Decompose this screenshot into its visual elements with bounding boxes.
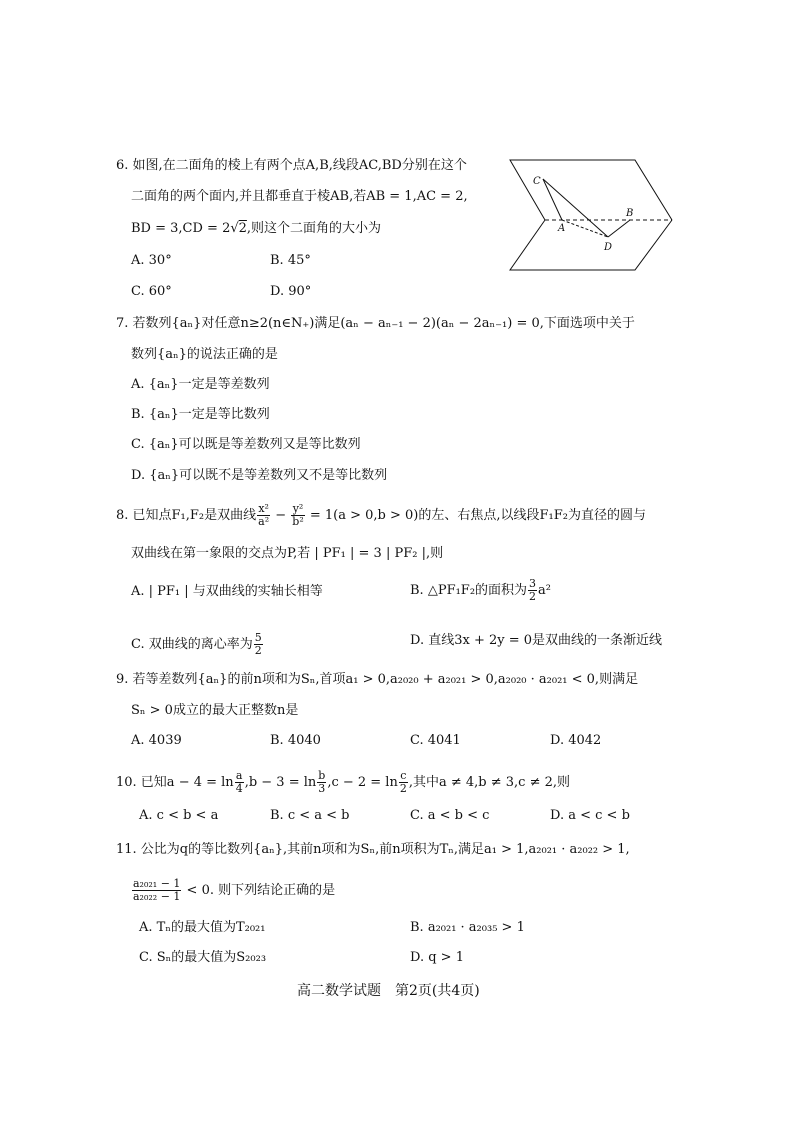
q9-stem-line1: 9. 若等差数列{aₙ}的前n项和为Sₙ,首项a₁ > 0,a₂₀₂₀ + a₂₀₂₁ > 0,a₂₀₂₀ · a₂₀₂₁ < 0,则满足 <box>116 672 639 687</box>
q11-frac-num: a₂₀₂₁ − 1 <box>133 877 181 890</box>
q6-stem-line3 <box>131 220 381 238</box>
q6-option-c: C. 60° <box>131 284 172 299</box>
q11-frac <box>132 878 181 903</box>
q10-mid2: ,c − 2 = ln <box>327 775 398 790</box>
label-b: B <box>626 208 634 219</box>
q8-frac-y-den: b² <box>292 515 304 528</box>
q6-stem-line2: 二面角的两个面内,并且都垂直于棱AB,若AB = 1,AC = 2, <box>131 189 468 204</box>
q10-option-a: A. c < b < a <box>139 808 219 823</box>
q8-frac-x <box>257 503 270 528</box>
q7-option-b: B. {aₙ}一定是等比数列 <box>131 407 270 422</box>
q8-option-c-den: 2 <box>254 644 262 657</box>
q11-option-c: C. Sₙ的最大值为S₂₀₂₃ <box>139 950 267 965</box>
q10-stem-line1 <box>116 770 570 795</box>
q10-frac-a-num: a <box>235 769 243 782</box>
segment-ca <box>543 179 562 220</box>
q8-option-b-pre: B. △PF₁F₂的面积为 <box>410 583 528 598</box>
q11-frac-den: a₂₀₂₂ − 1 <box>133 890 181 903</box>
q8-option-a: A. | PF₁ | 与双曲线的实轴长相等 <box>131 584 323 599</box>
q6-stem-line3a: BD = 3,CD = 2 <box>131 221 231 236</box>
q10-option-d: D. a < c < b <box>550 808 630 823</box>
q7-stem-line1: 7. 若数列{aₙ}对任意n≥2(n∈N₊)满足(aₙ − aₙ₋₁ − 2)(aₙ − 2aₙ₋₁) = 0,下面选项中关于 <box>116 316 635 331</box>
q8-minus: − <box>271 508 291 523</box>
segment-ad <box>562 220 608 237</box>
lower-plane <box>510 220 672 270</box>
q11-option-a: A. Tₙ的最大值为T₂₀₂₁ <box>139 920 266 935</box>
q8-frac-x-num: x² <box>258 502 269 515</box>
q10-frac-b-den: 3 <box>318 782 326 795</box>
upper-plane <box>510 160 672 220</box>
q6-stem-line3c: ,则这个二面角的大小为 <box>246 221 382 236</box>
q7-stem-line2: 数列{aₙ}的说法正确的是 <box>131 347 278 362</box>
q6-option-b: B. 45° <box>270 253 311 268</box>
q8-frac-y <box>291 503 304 528</box>
q11-stem-line1: 11. 公比为q的等比数列{aₙ},其前n项和为Sₙ,前n项积为Tₙ,满足a₁ > 1,a₂₀₂₁ · a₂₀₂₂ > 1, <box>116 842 630 857</box>
label-c: C <box>533 176 541 187</box>
q7-option-d: D. {aₙ}可以既不是等差数列又不是等比数列 <box>131 468 388 483</box>
q8-option-b-post: a² <box>538 583 551 598</box>
q10-pre: 10. 已知a − 4 = ln <box>116 775 234 790</box>
q9-option-c: C. 4041 <box>410 733 461 748</box>
q8-stem-line1 <box>116 503 646 528</box>
sqrt-symbol: √ <box>230 221 239 236</box>
q9-stem-line2: Sₙ > 0成立的最大正整数n是 <box>131 703 299 718</box>
q8-option-b <box>410 578 551 603</box>
q11-line2-post: < 0. 则下列结论正确的是 <box>182 883 336 898</box>
dihedral-angle-figure <box>500 152 690 277</box>
q10-frac-b-num: b <box>318 769 326 782</box>
q8-frac-x-den: a² <box>258 515 270 528</box>
q10-frac-c <box>399 770 408 795</box>
segment-bd <box>608 220 630 237</box>
q7-option-c: C. {aₙ}可以既是等差数列又是等比数列 <box>131 437 361 452</box>
q6-stem-line1: 6. 如图,在二面角的棱上有两个点A,B,线段AC,BD分别在这个 <box>116 158 467 173</box>
q9-option-b: B. 4040 <box>270 733 321 748</box>
q8-option-b-den: 2 <box>529 590 537 603</box>
q9-option-d: D. 4042 <box>550 733 602 748</box>
label-a: A <box>558 223 566 234</box>
page-footer: 高二数学试题 第2页(共4页) <box>297 983 480 999</box>
q10-option-b: B. c < a < b <box>270 808 350 823</box>
q6-option-a: A. 30° <box>131 253 172 268</box>
q7-option-a: A. {aₙ}一定是等差数列 <box>131 377 270 392</box>
q8-option-b-num: 3 <box>529 577 537 590</box>
q8-option-c-frac <box>254 632 263 657</box>
q10-post: ,其中a ≠ 4,b ≠ 3,c ≠ 2,则 <box>408 775 571 790</box>
q8-option-c-num: 5 <box>254 631 262 644</box>
q10-frac-c-num: c <box>400 769 407 782</box>
q11-option-b: B. a₂₀₂₁ · a₂₀₃₅ > 1 <box>410 920 525 935</box>
q10-frac-a <box>235 770 244 795</box>
q10-frac-b <box>317 770 326 795</box>
q8-option-d: D. 直线3x + 2y = 0是双曲线的一条渐近线 <box>410 633 663 648</box>
q9-option-a: A. 4039 <box>131 733 182 748</box>
q8-option-c-pre: C. 双曲线的离心率为 <box>131 637 253 652</box>
q8-option-c <box>131 632 264 657</box>
q8-option-b-frac <box>528 578 537 603</box>
q11-option-d: D. q > 1 <box>410 950 464 965</box>
q8-frac-y-num: y² <box>292 502 304 515</box>
q8-stem-line2: 双曲线在第一象限的交点为P,若 | PF₁ | = 3 | PF₂ |,则 <box>131 546 444 561</box>
q6-option-d: D. 90° <box>270 284 312 299</box>
label-d: D <box>604 242 613 253</box>
q8-post: = 1(a > 0,b > 0)的左、右焦点,以线段F₁F₂为直径的圆与 <box>305 508 646 523</box>
q8-pre: 8. 已知点F₁,F₂是双曲线 <box>116 508 257 523</box>
q10-frac-a-den: 4 <box>235 782 243 795</box>
q10-mid1: ,b − 3 = ln <box>244 775 317 790</box>
q10-frac-c-den: 2 <box>399 782 407 795</box>
segment-cd <box>543 179 608 237</box>
q11-stem-line2 <box>131 878 335 903</box>
q6-stem-line3b: 2 <box>238 221 247 236</box>
q10-option-c: C. a < b < c <box>410 808 490 823</box>
